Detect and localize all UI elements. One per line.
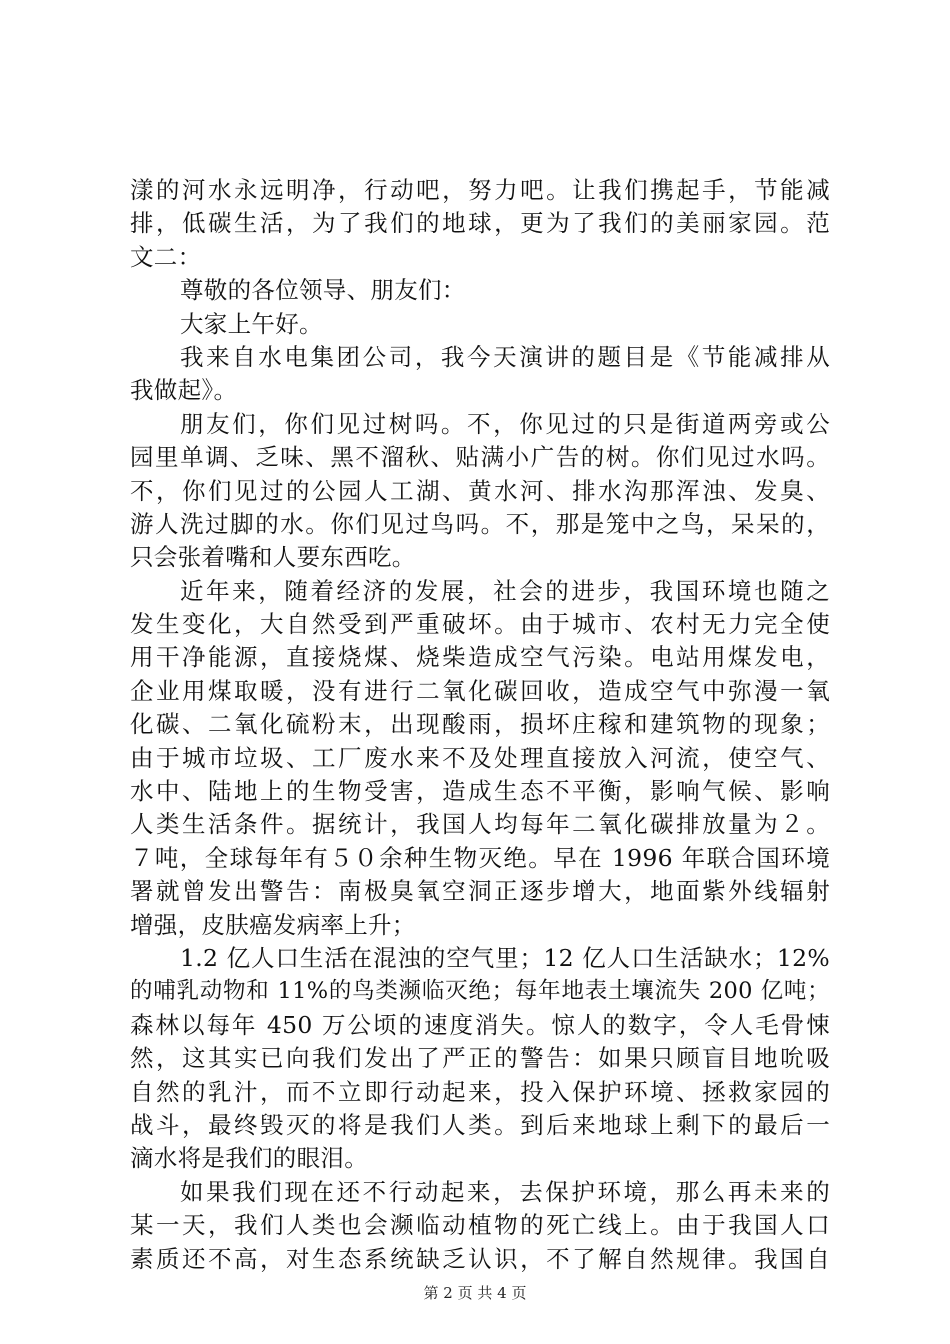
text-line: 漾的河水永远明净，行动吧，努力吧。让我们携起手，节能减 — [130, 176, 830, 204]
text-line: 自然的乳汁，而不立即行动起来，投入保护环境、拯救家园的 — [130, 1077, 830, 1106]
text-line: 水中、陆地上的生物受害，造成生态不平衡，影响气候、影响 — [130, 777, 830, 806]
text-line: 人类生活条件。据统计，我国人均每年二氧化碳排放量为２。 — [130, 810, 830, 839]
text-line: 不，你们见过的公园人工湖、黄水河、排水沟那浑浊、发臭、 — [130, 476, 830, 505]
text-line: 只会张着嘴和人要东西吃。 — [130, 543, 416, 572]
text-line: 1.2 亿人口生活在混浊的空气里；12 亿人口生活缺水；12% — [180, 943, 830, 972]
text-line: 朋友们，你们见过树吗。不，你见过的只是街道两旁或公 — [180, 409, 830, 438]
page-footer: 第 2 页 共 4 页 — [423, 1284, 527, 1302]
text-line: 排，低碳生活，为了我们的地球，更为了我们的美丽家园。范 — [130, 209, 830, 238]
text-line: 企业用煤取暖，没有进行二氧化碳回收，造成空气中弥漫一氧 — [130, 676, 830, 705]
text-line: 署就曾发出警告：南极臭氧空洞正逐步增大，地面紫外线辐射 — [130, 877, 830, 906]
text-line: 由于城市垃圾、工厂废水来不及处理直接放入河流，使空气、 — [130, 743, 830, 772]
text-line: 如果我们现在还不行动起来，去保护环境，那么再未来的 — [180, 1177, 830, 1206]
text-line: 文二： — [130, 242, 202, 271]
text-line: 游人洗过脚的水。你们见过鸟吗。不，那是笼中之鸟，呆呆的， — [130, 509, 830, 538]
document-body — [130, 174, 830, 1276]
text-line: 尊敬的各位领导、朋友们： — [180, 276, 466, 305]
text-line: 园里单调、乏味、黑不溜秋、贴满小广告的树。你们见过水吗。 — [130, 443, 830, 472]
text-line: 战斗，最终毁灭的将是我们人类。到后来地球上剩下的最后一 — [130, 1110, 830, 1139]
text-line: 我来自水电集团公司，我今天演讲的题目是《节能减排从 — [180, 342, 830, 371]
text-line: 的哺乳动物和 11%的鸟类濒临灭绝；每年地表土壤流失 200 亿吨； — [130, 978, 830, 1005]
text-line: 增强，皮肤癌发病率上升； — [130, 910, 416, 939]
text-line: 滴水将是我们的眼泪。 — [130, 1144, 368, 1173]
text-line: 化碳、二氧化硫粉末，出现酸雨，损坏庄稼和建筑物的现象； — [130, 710, 830, 739]
text-line: ７吨，全球每年有５０余种生物灭绝。早在 1996 年联合国环境 — [130, 843, 830, 872]
text-line: 近年来，随着经济的发展，社会的进步，我国环境也随之 — [180, 576, 830, 605]
text-line: 某一天，我们人类也会濒临动植物的死亡线上。由于我国人口 — [130, 1211, 830, 1240]
text-line: 森林以每年 450 万公顷的速度消失。惊人的数字，令人毛骨悚 — [130, 1010, 830, 1039]
text-line: 素质还不高，对生态系统缺乏认识，不了解自然规律。我国自 — [130, 1244, 830, 1273]
text-line: 发生变化，大自然受到严重破坏。由于城市、农村无力完全使 — [130, 610, 830, 639]
text-line: 用干净能源，直接烧煤、烧柴造成空气污染。电站用煤发电， — [130, 643, 830, 672]
text-line: 大家上午好。 — [180, 309, 323, 338]
text-line: 我做起》。 — [130, 376, 238, 405]
text-line: 然，这其实已向我们发出了严正的警告：如果只顾盲目地吮吸 — [130, 1044, 830, 1073]
